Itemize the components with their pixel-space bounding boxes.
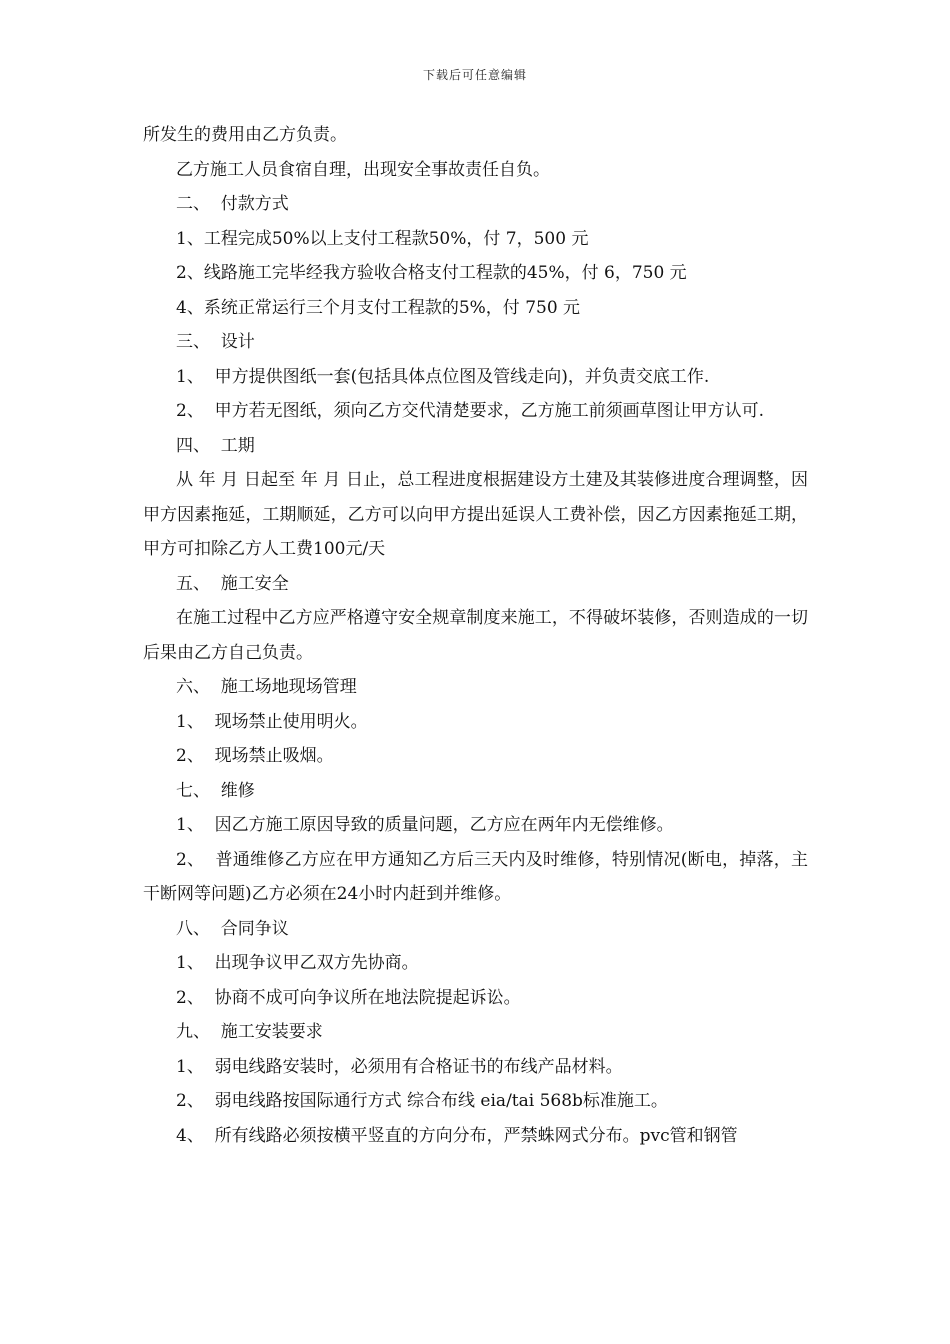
paragraph: 在施工过程中乙方应严格遵守安全规章制度来施工，不得破坏装修，否则造成的一切后果由乙方自己负责。 <box>143 608 808 663</box>
section-heading: 三、 设计 <box>176 332 255 352</box>
section-heading: 五、 施工安全 <box>176 573 289 594</box>
section-heading: 七、 维修 <box>176 780 255 801</box>
list-item: 1、 甲方提供图纸一套(包括具体点位图及管线走向)，并负责交底工作. <box>176 366 710 387</box>
section-heading: 八、 合同争议 <box>176 918 289 939</box>
header-note: 下载后可任意编辑 <box>422 68 527 82</box>
list-item: 4、 所有线路必须按横平竖直的方向分布，严禁蛛网式分布。pvc管和钢管 <box>176 1125 738 1146</box>
list-item: 2、 协商不成可向争议所在地法院提起诉讼。 <box>176 987 521 1008</box>
list-item: 1、 出现争议甲乙双方先协商。 <box>176 953 419 973</box>
section-heading: 二、 付款方式 <box>176 194 289 214</box>
list-item: 2、 甲方若无图纸，须向乙方交代清楚要求，乙方施工前须画草图让甲方认可. <box>176 401 765 421</box>
list-item: 1、 因乙方施工原因导致的质量问题，乙方应在两年内无偿维修。 <box>176 815 674 835</box>
list-item: 2、线路施工完毕经我方验收合格支付工程款的45%，付 6，750 元 <box>176 263 687 283</box>
list-item: 1、 弱电线路安装时，必须用有合格证书的布线产品材料。 <box>176 1056 623 1077</box>
list-item: 2、 普通维修乙方应在甲方通知乙方后三天内及时维修，特别情况(断电，掉落，主干断网等问题)乙方必须在24小时内赶到并维修。 <box>143 849 808 904</box>
document-body <box>143 118 808 1153</box>
list-item: 1、 现场禁止使用明火。 <box>176 711 368 732</box>
paragraph: 所发生的费用由乙方负责。 <box>143 125 347 145</box>
section-heading: 九、 施工安装要求 <box>176 1022 323 1042</box>
list-item: 2、 弱电线路按国际通行方式 综合布线 eia/tai 568b标准施工。 <box>176 1091 668 1111</box>
list-item: 4、系统正常运行三个月支付工程款的5%，付 750 元 <box>176 297 581 318</box>
list-item: 2、 现场禁止吸烟。 <box>176 746 334 766</box>
paragraph: 从 年 月 日起至 年 月 日止，总工程进度根据建设方土建及其装修进度合理调整，因甲方因素拖延，工期顺延，乙方可以向甲方提出延误人工费补偿，因乙方因素拖延工期，甲方可扣除乙方人工费100元/天 <box>143 470 808 559</box>
section-heading: 四、 工期 <box>176 435 255 456</box>
list-item: 1、工程完成50%以上支付工程款50%，付 7，500 元 <box>176 228 589 249</box>
section-heading: 六、 施工场地现场管理 <box>176 677 357 697</box>
paragraph: 乙方施工人员食宿自理，出现安全事故责任自负。 <box>176 159 550 180</box>
